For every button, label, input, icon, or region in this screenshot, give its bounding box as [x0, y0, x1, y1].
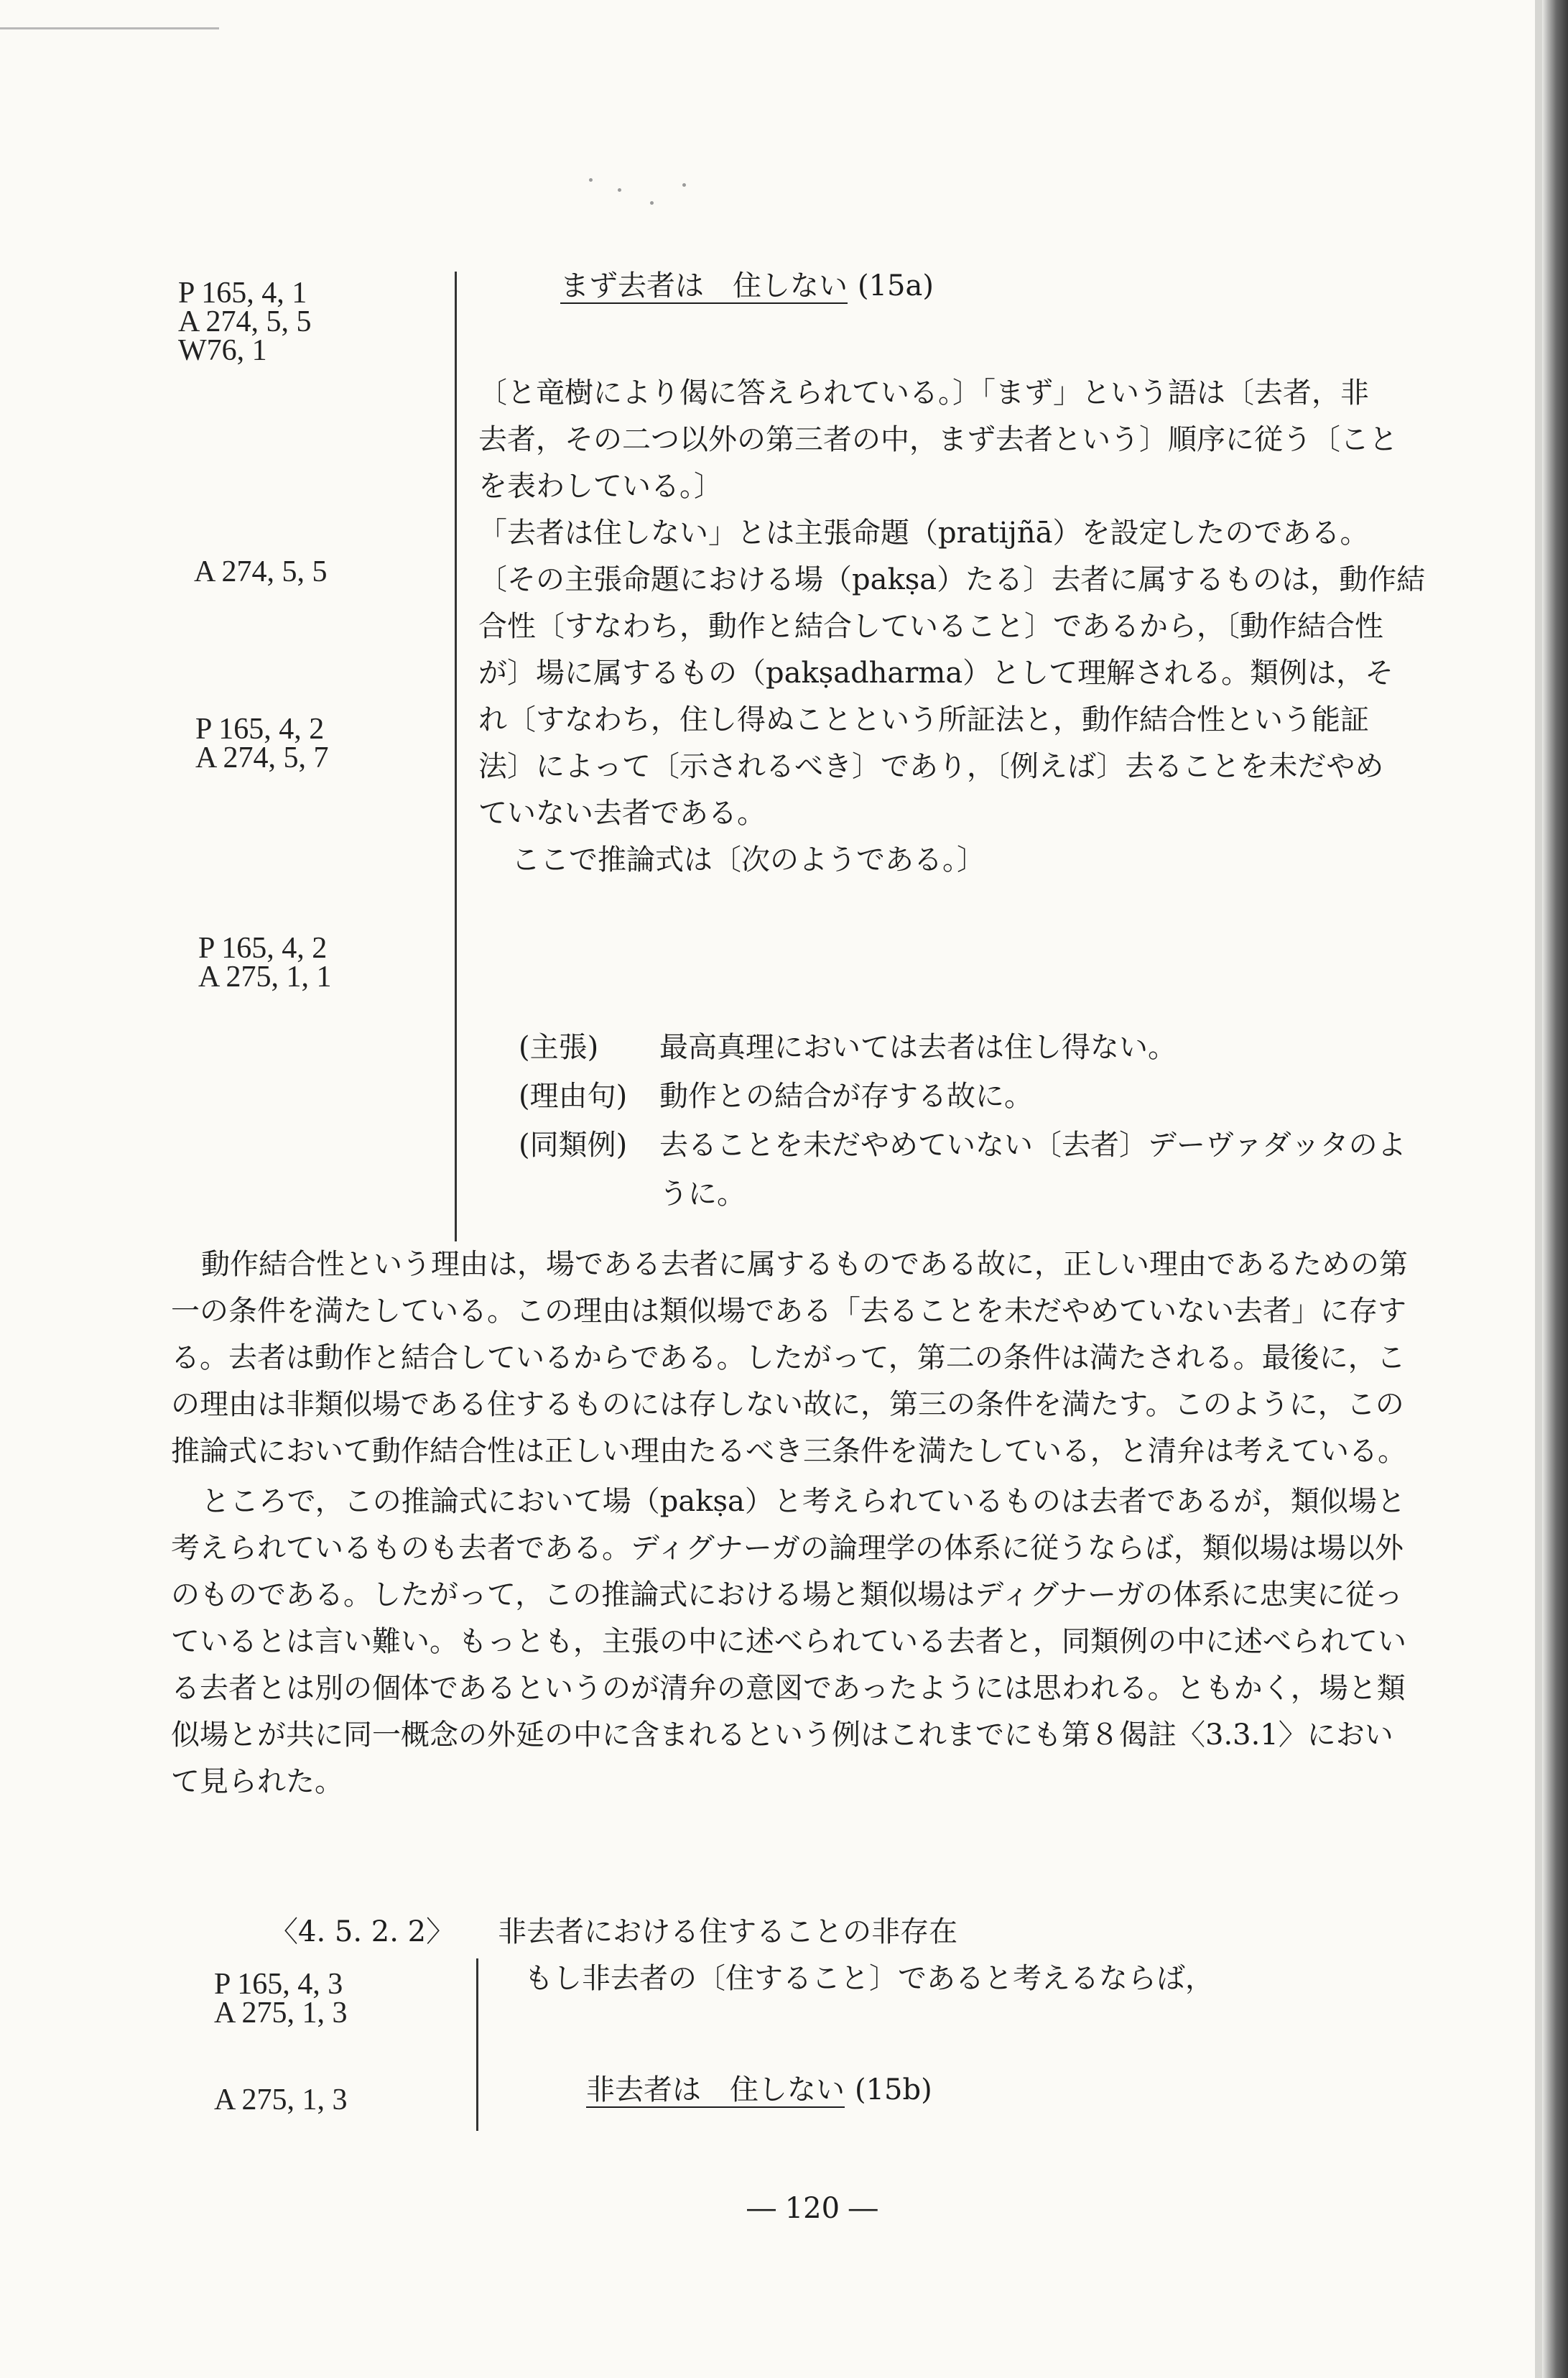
- commentary-line: 〔と竜樹により偈に答えられている。〕「まず」という語は〔去者，非: [478, 376, 1369, 410]
- scan-speck: [589, 178, 593, 182]
- commentary-line: 「去者は住しない」とは主張命題（pratijñā）を設定したのである。: [478, 517, 1369, 550]
- verse-15b: [586, 2071, 932, 2109]
- body-line: 似場とが共に同一概念の外延の中に含まれるという例はこれまでにも第８偈註〈3.3.1〉におい: [171, 1718, 1393, 1752]
- margin-reference: A 274, 5, 5: [178, 305, 312, 338]
- body-line: ているとは言い難い。もっとも，主張の中に述べられている去者と，同類例の中に述べられてい: [171, 1625, 1406, 1658]
- scan-speck: [650, 201, 654, 205]
- syllogism-text: 去ることを未だやめていない〔去者〕デーヴァダッタのよ: [659, 1129, 1406, 1162]
- syllogism-label: (理由句): [519, 1080, 628, 1113]
- section-heading: [269, 1913, 957, 1951]
- body-line: 推論式において動作結合性は正しい理由たるべき三条件を満たしている，と清弁は考えている。: [171, 1435, 1406, 1468]
- body-line: 考えられているものも去者である。ディグナーガの論理学の体系に従うならば，類似場は場以外: [171, 1532, 1404, 1565]
- section2-intro: もし非去者の〔住すること〕であると考えるならば，: [524, 1962, 1214, 1995]
- body-line: る。去者は動作と結合しているからである。したがって，第二の条件は満たされる。最後に，こ: [171, 1341, 1406, 1374]
- syllogism-text: 最高真理においては去者は住し得ない。: [659, 1031, 1177, 1064]
- verse-number: (15a): [858, 269, 934, 302]
- commentary-line: 法〕によって〔示されるべき〕であり，〔例えば〕去ることを未だやめ: [478, 750, 1384, 783]
- scan-edge-line: [0, 27, 219, 29]
- margin-reference: A 274, 5, 7: [195, 741, 329, 774]
- margin-reference: A 275, 1, 3: [214, 1997, 348, 2030]
- commentary-line: れ〔すなわち，住し得ぬことという所証法と，動作結合性という能証: [478, 703, 1369, 736]
- margin-reference: A 275, 1, 3: [214, 2083, 348, 2116]
- syllogism-label: (同類例): [519, 1129, 628, 1162]
- margin-reference: P 165, 4, 1: [178, 277, 307, 310]
- margin-reference-group: [178, 279, 312, 365]
- page-binding-edge-light: [1535, 0, 1542, 2378]
- margin-reference: P 165, 4, 3: [214, 1968, 343, 2001]
- margin-reference: A 275, 1, 1: [198, 961, 332, 994]
- margin-reference-group: [194, 555, 328, 588]
- body-paragraph: [171, 1479, 1421, 1805]
- syllogism-label: (主張): [519, 1031, 599, 1064]
- verse-text: まず去者は 住しない: [560, 269, 848, 302]
- section1-divider-line: [455, 272, 457, 1241]
- scan-speck: [618, 188, 621, 192]
- margin-reference: P 165, 4, 2: [195, 713, 325, 746]
- margin-reference-group: [198, 932, 332, 994]
- page-binding-edge: [1542, 0, 1568, 2378]
- commentary-block: [478, 370, 1425, 884]
- body-line: 一の条件を満たしている。この理由は類似場である「去ることを未だやめていない去者」に存す: [171, 1295, 1406, 1328]
- page-number: ― 120 ―: [747, 2192, 878, 2225]
- body-line: の理由は非類似場である住するものには存しない故に，第三の条件を満たす。このように，この: [171, 1388, 1404, 1421]
- body-paragraph: [171, 1241, 1421, 1475]
- commentary-line: 合性〔すなわち，動作と結合していること〕であるから，〔動作結合性: [478, 610, 1383, 643]
- body-line: て見られた。: [171, 1765, 343, 1798]
- commentary-line: ここで推論式は〔次のようである。〕: [511, 843, 985, 876]
- verse-15a: [560, 267, 934, 305]
- verse-text: 非去者は 住しない: [586, 2073, 845, 2106]
- syllogism-text: 動作との結合が存する故に。: [659, 1080, 1033, 1113]
- margin-reference-group: [214, 2083, 348, 2116]
- margin-reference: P 165, 4, 2: [198, 932, 328, 965]
- section-title: 非去者における住することの非存在: [498, 1915, 958, 1948]
- margin-reference-group: [195, 715, 329, 772]
- body-line: のものである。したがって，この推論式における場と類似場はディグナーガの体系に忠実に従っ: [171, 1578, 1404, 1611]
- body-line: る去者とは別の個体であるというのが清弁の意図であったようには思われる。ともかく，場と類: [171, 1672, 1406, 1705]
- body-line: ところで，この推論式において場（pakṣa）と考えられているものは去者であるが，類似場と: [201, 1485, 1406, 1518]
- commentary-line: 去者，その二つ以外の第三者の中，まず去者という〕順序に従う〔こと: [478, 423, 1398, 456]
- section2-divider-line: [476, 1958, 478, 2131]
- body-line: 動作結合性という理由は，場である去者に属するものである故に，正しい理由であるための第: [201, 1248, 1408, 1281]
- syllogism-text: うに。: [659, 1178, 746, 1211]
- commentary-line: ていない去者である。: [478, 797, 766, 830]
- margin-reference: A 274, 5, 5: [194, 555, 328, 588]
- margin-reference: W76, 1: [178, 334, 267, 367]
- verse-number: (15b): [855, 2073, 932, 2106]
- section-number: 〈4. 5. 2. 2〉: [269, 1915, 455, 1948]
- commentary-line: を表わしている。〕: [478, 470, 723, 503]
- commentary-line: 〔その主張命題における場（pakṣa）たる〕去者に属するものは，動作結: [478, 563, 1426, 596]
- scan-speck: [682, 183, 686, 187]
- commentary-line: が〕場に属するもの（pakṣadharma）として理解される。類例は，そ: [478, 657, 1394, 690]
- margin-reference-group: [214, 1968, 348, 2030]
